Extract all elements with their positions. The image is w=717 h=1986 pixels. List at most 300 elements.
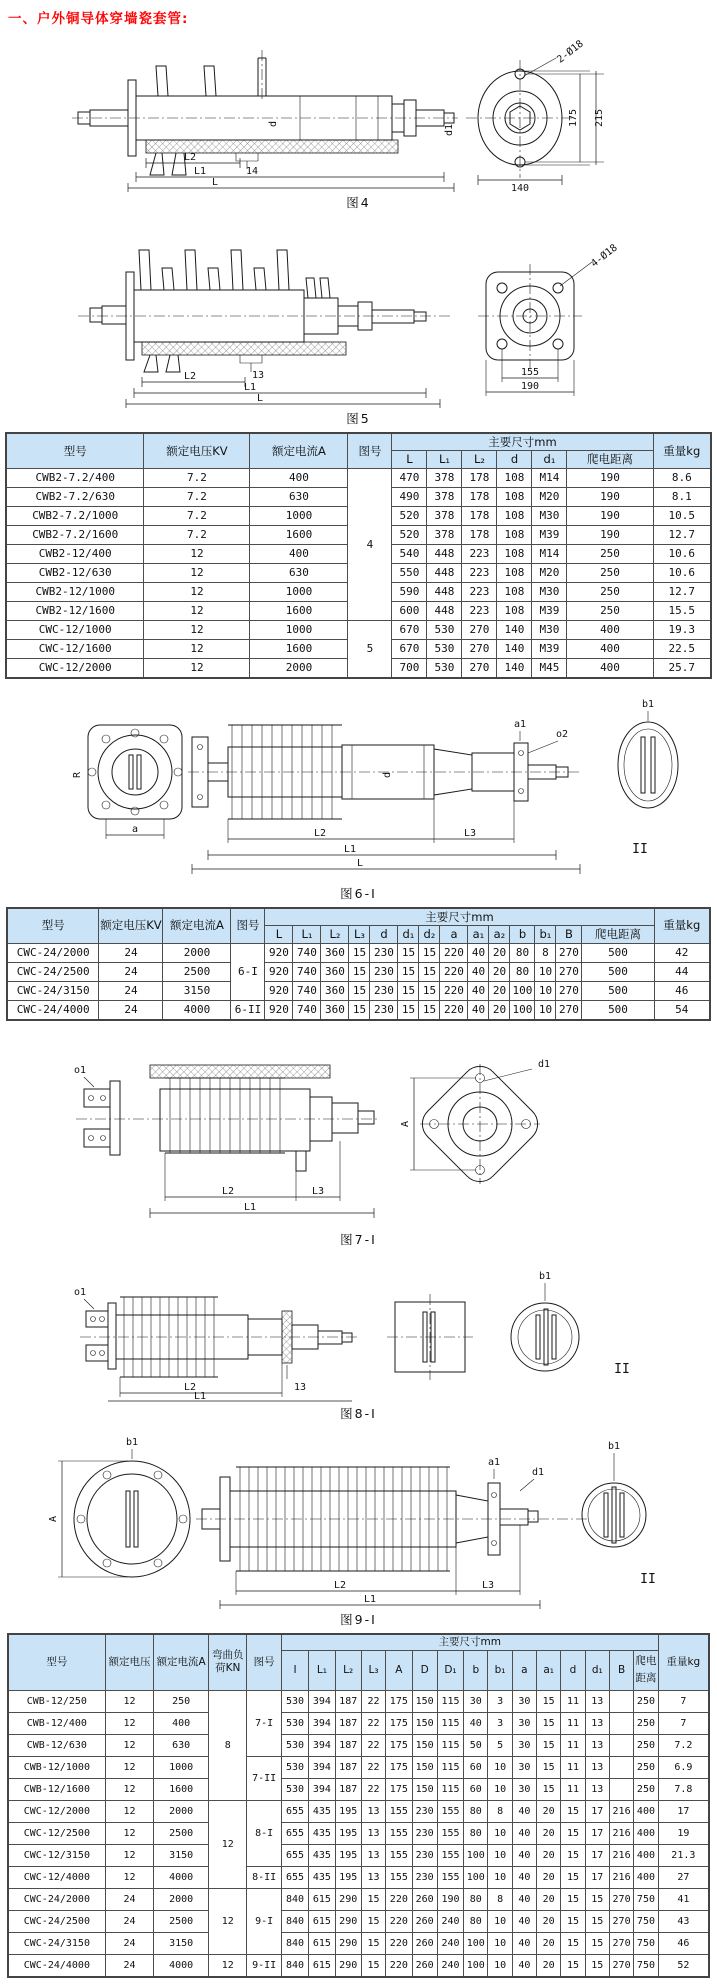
table-cell: 230 — [370, 1000, 398, 1020]
table-cell: 80 — [464, 1889, 488, 1911]
table-cell: M14 — [532, 468, 567, 487]
table-row — [8, 1801, 709, 1823]
table-cell: 40 — [512, 1845, 536, 1867]
table-cell: 3150 — [163, 981, 231, 1000]
table-cell: 46 — [654, 981, 710, 1000]
table-cell: 22 — [361, 1735, 385, 1757]
table-cell: 378 — [427, 468, 462, 487]
table-cell: 150 — [412, 1757, 437, 1779]
table-cell: 7.8 — [658, 1779, 709, 1801]
table-cell: 615 — [309, 1911, 335, 1933]
table-cell: 15 — [398, 943, 419, 962]
table-cell: 4000 — [154, 1955, 209, 1978]
table-cell: 108 — [497, 506, 532, 525]
fig8-side-view — [74, 1287, 360, 1402]
table-cell: 175 — [386, 1757, 412, 1779]
table-cell: 6.9 — [658, 1757, 709, 1779]
table-cell: 40 — [512, 1867, 536, 1889]
table-cell: 20 — [537, 1889, 561, 1911]
header-cell: 爬电距离 — [567, 451, 653, 468]
table-row — [7, 943, 710, 962]
table-cell: 500 — [582, 981, 654, 1000]
table-cell: 24 — [105, 1933, 154, 1955]
table-cell: 20 — [489, 943, 510, 962]
table-cell: 5 — [348, 620, 392, 678]
table-cell: 15.5 — [653, 601, 711, 620]
table-cell: 155 — [386, 1801, 412, 1823]
table-row — [8, 1889, 709, 1911]
table-cell: 220 — [386, 1955, 412, 1978]
table-cell: 150 — [412, 1779, 437, 1801]
table-cell — [609, 1691, 633, 1713]
table-cell: 178 — [462, 468, 497, 487]
table-cell: 40 — [468, 962, 489, 981]
table-cell: 840 — [281, 1933, 308, 1955]
table-cell: 530 — [427, 620, 462, 639]
table-row — [6, 468, 711, 487]
table-cell: 12 — [209, 1955, 247, 1978]
dim-label: b1 — [607, 1440, 621, 1452]
table-cell: 270 — [556, 943, 582, 962]
dim-label: 2-Ø18 — [555, 38, 586, 66]
header-cell: L₂ — [462, 451, 497, 468]
header-cell: B — [609, 1650, 633, 1691]
table-cell: 15 — [398, 1000, 419, 1020]
table-cell: 20 — [537, 1823, 561, 1845]
table-cell: 24 — [105, 1911, 154, 1933]
table-cell: CWC-12/3150 — [8, 1845, 105, 1867]
table-cell: 216 — [609, 1801, 633, 1823]
table-row — [6, 620, 711, 639]
table-cell: 8-II — [247, 1867, 281, 1889]
table-cell: 46 — [658, 1933, 709, 1955]
table-cell: 155 — [386, 1867, 412, 1889]
table-cell: 270 — [609, 1911, 633, 1933]
table-cell: 2500 — [163, 962, 231, 981]
header-cell: L₃ — [361, 1650, 385, 1691]
header-cell: 型号 — [7, 908, 99, 943]
table-cell: 360 — [321, 1000, 349, 1020]
table-cell: 140 — [497, 658, 532, 678]
dim-label: L3 — [463, 827, 477, 839]
fig9-section-view — [582, 1441, 656, 1587]
header-cell: L₁ — [427, 451, 462, 468]
header-cell: A — [386, 1650, 412, 1691]
table-cell: 270 — [609, 1889, 633, 1911]
table-cell: 10 — [535, 962, 556, 981]
table-cell: M45 — [532, 658, 567, 678]
table-cell: CWB-12/400 — [8, 1713, 105, 1735]
table-cell: 435 — [309, 1867, 335, 1889]
dim-label: d — [382, 771, 393, 778]
table-cell: 290 — [335, 1911, 361, 1933]
header-cell: 重量kg — [658, 1634, 709, 1691]
table-cell: 7 — [658, 1691, 709, 1713]
table-cell: CWC-24/3150 — [7, 981, 99, 1000]
header-cell: D — [412, 1650, 437, 1691]
table-cell: 15 — [561, 1867, 585, 1889]
header-cell: I — [281, 1650, 308, 1691]
table-cell — [609, 1713, 633, 1735]
figure-9-drawing — [0, 1427, 717, 1609]
table-cell: 12 — [105, 1691, 154, 1713]
table-cell: 43 — [658, 1911, 709, 1933]
header-cell: 图号 — [348, 433, 392, 468]
table-cell: 230 — [370, 981, 398, 1000]
fig7-side-view — [74, 1065, 380, 1218]
table-cell: 670 — [392, 620, 427, 639]
table-cell: 15 — [561, 1889, 585, 1911]
dim-label: L2 — [183, 371, 197, 382]
table-cell: 30 — [464, 1691, 488, 1713]
table-cell: 10.5 — [653, 506, 711, 525]
table-cell: CWC-12/2000 — [6, 658, 144, 678]
table-cell: 15 — [585, 1911, 609, 1933]
table-cell: 6-I — [231, 943, 265, 1000]
fig9-side-view — [196, 1457, 588, 1609]
dim-label: L2 — [183, 1381, 197, 1393]
dim-label: a — [131, 823, 139, 835]
table-cell: 20 — [489, 962, 510, 981]
table-cell: 13 — [585, 1779, 609, 1801]
header-cell: L₂ — [335, 1650, 361, 1691]
table-cell: 17 — [585, 1823, 609, 1845]
table-cell: 15 — [561, 1845, 585, 1867]
table-cell: 12 — [105, 1801, 154, 1823]
table-cell: 920 — [265, 1000, 293, 1020]
table-cell: 24 — [105, 1889, 154, 1911]
table-cell: 150 — [412, 1713, 437, 1735]
table-cell: 250 — [567, 582, 653, 601]
table-cell: 3150 — [154, 1845, 209, 1867]
table-cell: 190 — [567, 506, 653, 525]
figure-9 — [0, 1427, 717, 1628]
dim-label: o1 — [73, 1064, 87, 1076]
table-cwc24-specs — [6, 907, 711, 1021]
table-cell: 30 — [512, 1779, 536, 1801]
table-cell: 11 — [561, 1691, 585, 1713]
header-cell: 型号 — [6, 433, 144, 468]
figure-5 — [0, 216, 717, 427]
figure-4-drawing — [0, 30, 717, 192]
table-cell: 7-I — [247, 1691, 281, 1757]
table-cell: 24 — [99, 1000, 163, 1020]
table-cell: 10 — [488, 1779, 512, 1801]
table-cell: 2000 — [163, 943, 231, 962]
dim-label: b1 — [641, 698, 655, 710]
table-cell: 2000 — [154, 1889, 209, 1911]
table-cell: 400 — [567, 620, 653, 639]
table-cell: 15 — [361, 1955, 385, 1978]
table-cell: 740 — [293, 943, 321, 962]
fig8-section-view — [511, 1271, 630, 1377]
table-cell: 155 — [386, 1823, 412, 1845]
table-cell: 448 — [427, 601, 462, 620]
table-cell: 12.7 — [653, 525, 711, 544]
table-cell: 7.2 — [658, 1735, 709, 1757]
table-cell: 840 — [281, 1955, 308, 1978]
section-label: II — [640, 1571, 656, 1587]
table-cell: 13 — [585, 1691, 609, 1713]
table-cell: 140 — [497, 639, 532, 658]
table-cell: 12 — [144, 544, 250, 563]
table-row — [8, 1735, 709, 1757]
table-cell: 22 — [361, 1691, 385, 1713]
table-cell: 1000 — [250, 620, 348, 639]
dim-label: 13 — [251, 370, 265, 381]
dim-label: L2 — [333, 1579, 347, 1591]
table-cell: 20 — [537, 1845, 561, 1867]
header-cell: 重量kg — [654, 908, 710, 943]
table-cell: 12 — [144, 620, 250, 639]
table-cell: 250 — [567, 544, 653, 563]
table-cell: 400 — [634, 1801, 658, 1823]
header-cell: b₁ — [535, 926, 556, 943]
header-cell: a₁ — [537, 1650, 561, 1691]
table-cell: 15 — [419, 981, 440, 1000]
table-cell: 12 — [144, 639, 250, 658]
table-cell: CWB2-7.2/630 — [6, 487, 144, 506]
dim-label: d — [268, 120, 279, 128]
table-row — [8, 1713, 709, 1735]
table-cell: 178 — [462, 487, 497, 506]
table-cell: 10 — [488, 1845, 512, 1867]
table-cell: 15 — [561, 1933, 585, 1955]
table-cell: 220 — [386, 1889, 412, 1911]
table-cell: 12 — [105, 1779, 154, 1801]
table-cell: 220 — [440, 962, 468, 981]
table-cell: 19.3 — [653, 620, 711, 639]
table-cell: 590 — [392, 582, 427, 601]
header-cell: L₁ — [309, 1650, 335, 1691]
table-cell: 11 — [561, 1735, 585, 1757]
figure-8 — [0, 1253, 717, 1422]
table-cell: 3 — [488, 1691, 512, 1713]
table-cell: 400 — [634, 1845, 658, 1867]
table-cell: 15 — [398, 981, 419, 1000]
figure-5-caption: 图5 — [346, 411, 371, 426]
table-cell: 230 — [412, 1845, 437, 1867]
table-cell: M39 — [532, 639, 567, 658]
table-cell: 40 — [512, 1911, 536, 1933]
table-cell: 12 — [105, 1845, 154, 1867]
table-cell: 540 — [392, 544, 427, 563]
table-cell: 54 — [654, 1000, 710, 1020]
table-cell: 15 — [561, 1823, 585, 1845]
table-cell: 250 — [634, 1779, 658, 1801]
table-cell: 20 — [537, 1911, 561, 1933]
table-cell: 140 — [497, 620, 532, 639]
table-cell: 8.6 — [653, 468, 711, 487]
table-cell: 187 — [335, 1735, 361, 1757]
table-cell: 530 — [281, 1713, 308, 1735]
table-cell: 40 — [512, 1823, 536, 1845]
table-cell: 250 — [634, 1735, 658, 1757]
table-cell: 8.1 — [653, 487, 711, 506]
dim-label: L2 — [313, 827, 327, 839]
table-cell: 6-II — [231, 1000, 265, 1020]
table-cell: 630 — [250, 487, 348, 506]
table-cell: 108 — [497, 525, 532, 544]
table-cell: 7.2 — [144, 468, 250, 487]
table-cell: 15 — [349, 1000, 370, 1020]
table-cell: 15 — [561, 1955, 585, 1978]
header-cell: a₂ — [489, 926, 510, 943]
header-cell: 爬电距离 — [582, 926, 654, 943]
table-cell: 400 — [567, 658, 653, 678]
table-cell: 400 — [567, 639, 653, 658]
table-cell: 7.2 — [144, 506, 250, 525]
dim-label: L3 — [311, 1185, 325, 1197]
table-cell: 100 — [464, 1845, 488, 1867]
table-cell: 15 — [398, 962, 419, 981]
header-cell: b₁ — [488, 1650, 512, 1691]
dim-label: L — [356, 857, 364, 869]
table-cell: 2500 — [154, 1823, 209, 1845]
table-cell: 25.7 — [653, 658, 711, 678]
section-label: II — [614, 1361, 630, 1377]
table-cell: 216 — [609, 1845, 633, 1867]
table-cell: 630 — [250, 563, 348, 582]
table-row — [7, 981, 710, 1000]
table-cell: 10 — [488, 1757, 512, 1779]
table-cell: 655 — [281, 1867, 308, 1889]
table-cell: CWC-24/2500 — [8, 1911, 105, 1933]
table-cell: 12 — [144, 563, 250, 582]
table-cell: 655 — [281, 1845, 308, 1867]
fig6-section-view — [618, 699, 678, 857]
table-cell: 10 — [535, 981, 556, 1000]
header-cell: 主要尺寸mm — [281, 1634, 658, 1651]
table-cell: 435 — [309, 1845, 335, 1867]
table-cell: 187 — [335, 1779, 361, 1801]
table-cell: 11 — [561, 1713, 585, 1735]
header-cell: d₁ — [532, 451, 567, 468]
table-cell: 24 — [105, 1955, 154, 1978]
header-row — [8, 1634, 709, 1651]
table-cell: 155 — [437, 1801, 463, 1823]
table-cell: 15 — [585, 1933, 609, 1955]
header-cell: 爬电距离 — [634, 1650, 658, 1691]
table-cell: CWB2-12/1000 — [6, 582, 144, 601]
header-cell: b — [510, 926, 535, 943]
table-cell: 150 — [412, 1735, 437, 1757]
table-cell: 24 — [99, 943, 163, 962]
table-cell: 8 — [209, 1691, 247, 1801]
table-cell: 216 — [609, 1867, 633, 1889]
table-cell: M30 — [532, 582, 567, 601]
table-cell: CWB2-7.2/1000 — [6, 506, 144, 525]
table-cell: 195 — [335, 1867, 361, 1889]
table-cell: 30 — [512, 1691, 536, 1713]
table-cell: 115 — [437, 1735, 463, 1757]
table-row — [8, 1845, 709, 1867]
table-cell: 530 — [281, 1779, 308, 1801]
fig6-side-view — [188, 719, 582, 874]
table-cell: 530 — [281, 1691, 308, 1713]
figure-4 — [0, 30, 717, 211]
table-cell: 216 — [609, 1823, 633, 1845]
dim-label: d1 — [444, 123, 455, 137]
table-cell: 230 — [412, 1867, 437, 1889]
table-cell: 178 — [462, 525, 497, 544]
header-cell: L — [265, 926, 293, 943]
dim-label: L1 — [243, 382, 257, 393]
table-cell: 750 — [634, 1955, 658, 1978]
figure-6-caption: 图6-I — [340, 885, 377, 901]
table-cell: 15 — [419, 962, 440, 981]
table-cell: 394 — [309, 1779, 335, 1801]
table-cell: 290 — [335, 1955, 361, 1978]
table-cell: CWB-12/250 — [8, 1691, 105, 1713]
table-cell: 80 — [464, 1823, 488, 1845]
dim-label: b1 — [125, 1436, 139, 1448]
table-cell: CWB2-7.2/400 — [6, 468, 144, 487]
fig5-front-view — [478, 242, 620, 396]
table-cell: 22 — [361, 1779, 385, 1801]
table-cell: 400 — [250, 544, 348, 563]
table-cell: 250 — [567, 563, 653, 582]
table-cell: 5 — [488, 1735, 512, 1757]
table-cell: 448 — [427, 563, 462, 582]
table-cell: CWC-24/2000 — [8, 1889, 105, 1911]
table-cell — [609, 1757, 633, 1779]
table-row — [8, 1933, 709, 1955]
table-cell: 44 — [654, 962, 710, 981]
table-cell: 187 — [335, 1713, 361, 1735]
table-cell: 4000 — [163, 1000, 231, 1020]
table-cell: 20 — [537, 1867, 561, 1889]
table-cell: 470 — [392, 468, 427, 487]
fig5-side-view — [78, 250, 450, 408]
table-cell: 223 — [462, 601, 497, 620]
table-cell: 290 — [335, 1889, 361, 1911]
table-row — [7, 1000, 710, 1020]
table-cell: 400 — [634, 1823, 658, 1845]
table-cell: 520 — [392, 506, 427, 525]
table-cell: 394 — [309, 1691, 335, 1713]
table-cell: 750 — [634, 1911, 658, 1933]
table-cell: CWC-24/4000 — [7, 1000, 99, 1020]
table-cell: 260 — [412, 1889, 437, 1911]
table-cell: 17 — [658, 1801, 709, 1823]
table-cell: 12 — [144, 658, 250, 678]
table-cell: 15 — [537, 1713, 561, 1735]
table-cell: 3 — [488, 1713, 512, 1735]
header-cell: d — [497, 451, 532, 468]
dim-label: 4-Ø18 — [589, 242, 620, 270]
table-cell: 12 — [105, 1713, 154, 1735]
table-cell: 40 — [468, 1000, 489, 1020]
table-cwb2-cwc12-specs — [5, 432, 712, 679]
dim-label: A — [400, 1120, 411, 1127]
figure-7-caption: 图7-I — [340, 1231, 377, 1247]
table-cell: 12.7 — [653, 582, 711, 601]
table-cell: 2500 — [154, 1911, 209, 1933]
table-cell: 270 — [556, 981, 582, 1000]
table-cell: 920 — [265, 962, 293, 981]
table-cell: 22 — [361, 1713, 385, 1735]
table-cell: 13 — [361, 1801, 385, 1823]
fig9-flange-view — [48, 1437, 190, 1577]
header-cell: L₂ — [321, 926, 349, 943]
table-cell: 8-I — [247, 1801, 281, 1867]
table-cell: 1000 — [154, 1757, 209, 1779]
table-cell: 250 — [567, 601, 653, 620]
table-cell: 394 — [309, 1713, 335, 1735]
header-cell: D₁ — [437, 1650, 463, 1691]
table-cell: 40 — [512, 1933, 536, 1955]
